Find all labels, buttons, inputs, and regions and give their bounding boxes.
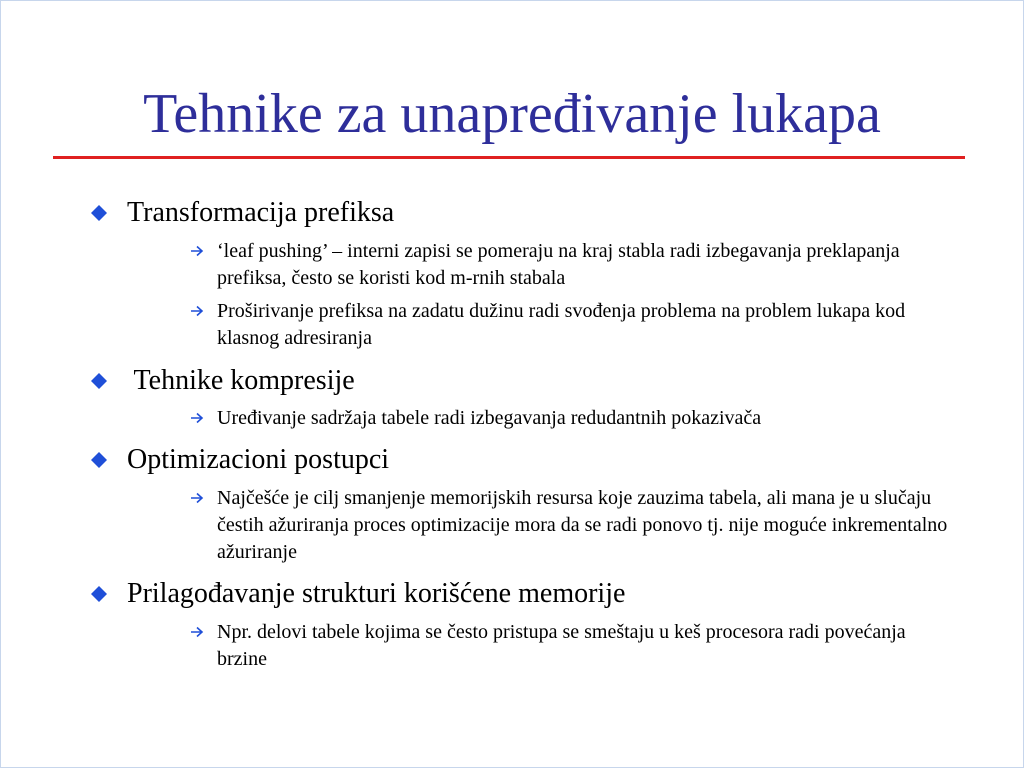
sub-bullet-text: Uređivanje sadržaja tabele radi izbegavanja redudantnih pokazivača (217, 407, 762, 429)
sub-bullet-item (190, 619, 950, 673)
arrow-bullet-icon (190, 305, 206, 317)
bullet-item (91, 578, 971, 610)
sub-bullet-item (190, 485, 950, 566)
arrow-bullet-icon (190, 492, 206, 504)
bullet-text: Transformacija prefiksa (127, 197, 395, 228)
diamond-bullet-icon (91, 373, 107, 389)
bullet-item (91, 365, 971, 397)
diamond-bullet-icon (91, 452, 107, 468)
diamond-bullet-icon (91, 205, 107, 221)
bullet-item (91, 197, 971, 229)
slide-content (1, 1, 1023, 767)
bullet-text: Tehnike kompresije (127, 365, 355, 396)
sub-bullet-item (190, 298, 950, 352)
bullet-text: Optimizacioni postupci (127, 444, 390, 475)
bullet-text: Prilagođavanje strukturi korišćene memorije (127, 578, 626, 609)
sub-bullet-text: ‘leaf pushing’ – interni zapisi se pomeraju na kraj stabla radi izbegavanja preklapanja prefiksa, često se koristi kod m-rnih stabala (217, 240, 900, 289)
arrow-bullet-icon (190, 626, 206, 638)
sub-bullet-item (190, 238, 950, 292)
sub-bullet-text: Najčešće je cilj smanjenje memorijskih resursa koje zauzima tabela, ali mana je u slučaju čestih ažuriranja proces optimizacije mora da se radi ponovo tj. nije moguće inkrementalno ažuriranje (217, 487, 948, 563)
arrow-bullet-icon (190, 412, 206, 424)
sub-bullet-item (190, 405, 950, 432)
slide-title: Tehnike za unapređivanje lukapa (143, 83, 881, 145)
bullet-item (91, 444, 971, 476)
sub-bullet-text: Npr. delovi tabele kojima se često pristupa se smeštaju u keš procesora radi povećanja brzine (217, 621, 906, 670)
arrow-bullet-icon (190, 245, 206, 257)
diamond-bullet-icon (91, 586, 107, 602)
sub-bullet-text: Proširivanje prefiksa na zadatu dužinu radi svođenja problema na problem lukapa kod klasnog adresiranja (217, 300, 906, 349)
